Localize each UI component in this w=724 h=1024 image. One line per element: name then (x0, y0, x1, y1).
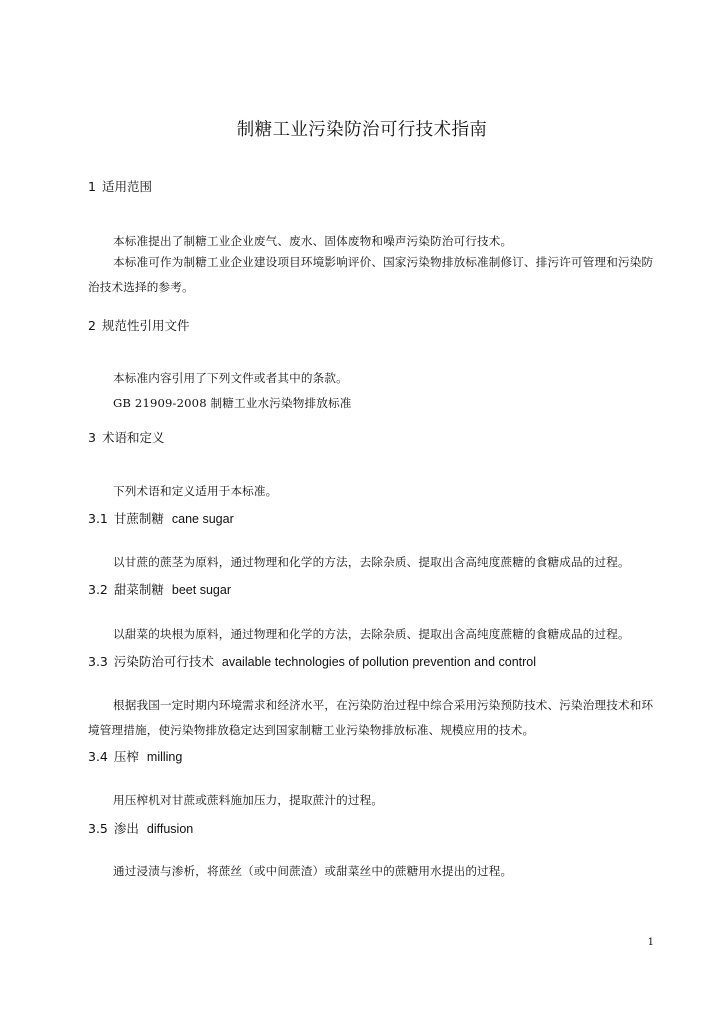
term-3-4-heading (88, 748, 182, 766)
term-cn: 渗出 (113, 821, 139, 836)
section-title: 术语和定义 (101, 430, 165, 445)
term-definition: 通过浸渍与渗析，将蔗丝（或中间蔗渣）或甜菜丝中的蔗糖用水提出的过程。 (113, 864, 513, 878)
term-definition: 根据我国一定时期内环境需求和经济水平，在污染防治过程中综合采用污染预防技术、污染治理技术和环境管理措施，使污染物排放稳定达到国家制糖工业污染物排放标准、规模应用的技术。 (88, 698, 654, 737)
section-number: 1 (88, 179, 96, 194)
page-number: 1 (647, 937, 654, 948)
paragraph: 下列术语和定义适用于本标准。 (113, 484, 278, 498)
term-cn: 污染防治可行技术 (113, 654, 214, 669)
term-number: 3.2 (88, 582, 108, 597)
paragraph: 本标准可作为制糖工业企业建设项目环境影响评价、国家污染物排放标准制修订、排污许可管理和污染防治技术选择的参考。 (88, 255, 654, 294)
section-2-heading (88, 317, 189, 335)
section-number: 3 (88, 430, 96, 445)
paragraph: 本标准内容引用了下列文件或者其中的条款。 (113, 371, 348, 385)
term-en: milling (146, 750, 183, 764)
term-cn: 甜菜制糖 (113, 582, 164, 597)
term-definition: 以甘蔗的蔗茎为原料，通过物理和化学的方法，去除杂质、提取出含高纯度蔗糖的食糖成品的过程。 (113, 555, 630, 569)
term-definition: 用压榨机对甘蔗或蔗料施加压力，提取蔗汁的过程。 (113, 793, 384, 807)
term-3-1-heading (88, 510, 234, 528)
term-definition: 以甜菜的块根为原料，通过物理和化学的方法，去除杂质、提取出含高纯度蔗糖的食糖成品的过程。 (113, 627, 630, 641)
term-number: 3.5 (88, 821, 108, 836)
term-number: 3.3 (88, 654, 108, 669)
term-cn: 甘蔗制糖 (113, 511, 164, 526)
term-number: 3.1 (88, 511, 108, 526)
term-3-5-heading (88, 820, 193, 838)
section-3-heading (88, 429, 164, 447)
term-en: beet sugar (171, 583, 231, 597)
term-en: cane sugar (171, 512, 234, 526)
reference-item: GB 21909-2008 制糖工业水污染物排放标准 (113, 396, 352, 410)
term-en: available technologies of pollution prevention and control (221, 655, 537, 669)
section-1-heading (88, 178, 152, 196)
term-cn: 压榨 (113, 749, 139, 764)
section-number: 2 (88, 318, 96, 333)
paragraph: 本标准提出了制糖工业企业废气、废水、固体废物和噪声污染防治可行技术。 (113, 234, 513, 248)
term-en: diffusion (146, 822, 194, 836)
term-number: 3.4 (88, 749, 108, 764)
page-title: 制糖工业污染防治可行技术指南 (236, 120, 488, 140)
term-3-3-heading (88, 653, 536, 671)
term-3-2-heading (88, 581, 231, 599)
section-title: 规范性引用文件 (101, 318, 190, 333)
section-title: 适用范围 (101, 179, 152, 194)
